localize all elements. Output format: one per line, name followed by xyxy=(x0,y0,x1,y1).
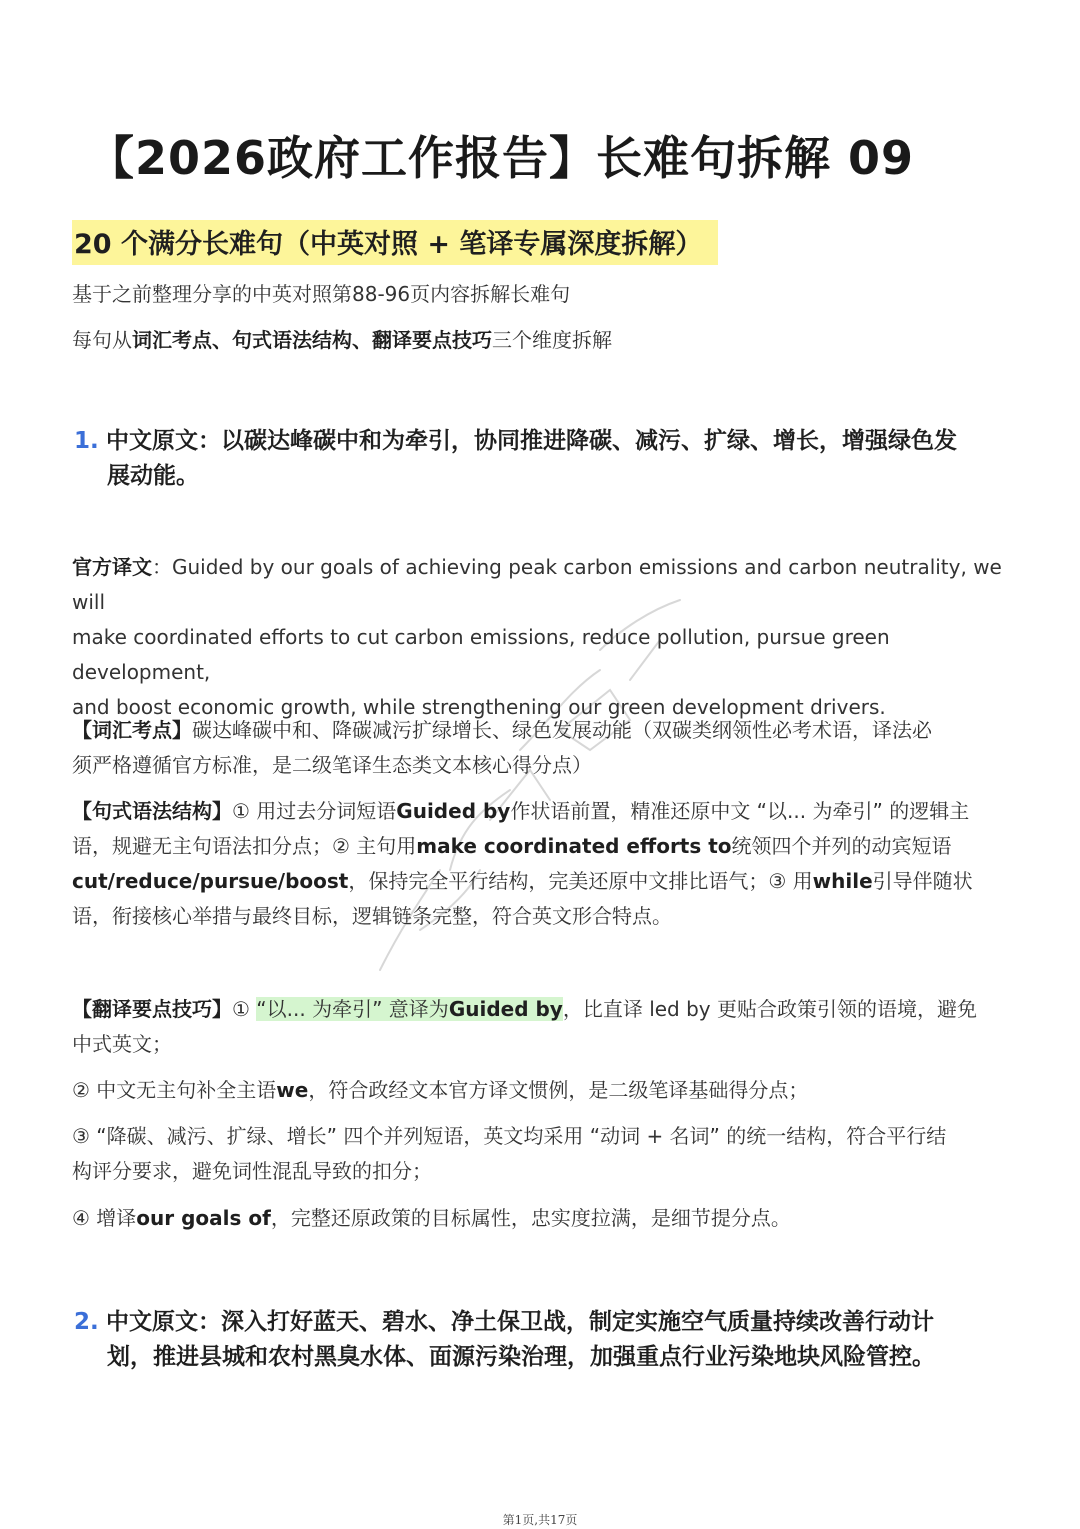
item-number: 1. xyxy=(74,428,99,454)
intro-line-2: 每句从词汇考点、句式语法结构、翻译要点技巧三个维度拆解 xyxy=(72,328,612,352)
item-2-chinese-original: 2. 中文原文：深入打好蓝天、碧水、净土保卫战，制定实施空气质量持续改善行动计 划，推进县城和农村黑臭水体、面源污染治理，加强重点行业污染地块风险管控。 xyxy=(74,1305,1034,1375)
page-subtitle: 20 个满分长难句（中英对照 + 笔译专属深度拆解） xyxy=(72,220,718,265)
item-1-tip-4: ④ 增译our goals of，完整还原政策的目标属性，忠实度拉满，是细节提分点。 xyxy=(72,1206,791,1230)
item-number: 2. xyxy=(74,1309,99,1335)
page-title: 【2026政府工作报告】长难句拆解 09 xyxy=(88,131,915,185)
intro-line-1: 基于之前整理分享的中英对照第88-96页内容拆解长难句 xyxy=(72,282,571,306)
item-1-tip-3: ③ “降碳、减污、扩绿、增长” 四个并列短语，英文均采用 “动词 + 名词” 的统一结构，符合平行结 构评分要求，避免词性混乱导致的扣分； xyxy=(72,1124,947,1183)
item-1-tip-2: ② 中文无主句补全主语we，符合政经文本官方译文惯例，是二级笔译基础得分点； xyxy=(72,1078,809,1102)
page-footer: 第1页,共17页 xyxy=(502,1513,578,1527)
item-1-chinese-original: 1. 中文原文：以碳达峰碳中和为牵引，协同推进降碳、减污、扩绿、增长，增强绿色发 展动能。 xyxy=(74,424,1034,494)
item-1-grammar: 【句式语法结构】① 用过去分词短语Guided by作状语前置，精准还原中文 “以... 为牵引” 的逻辑主 语，规避无主句语法扣分点；② 主句用make coordinated efforts to统领四个并列的动宾短语 cut/reduce/pursue/boost，保持完全平行结构，完美还原中文排比语气；③ 用while引导伴随状 语，衔接核心举措与最终目标，逻辑链条完整，符合英文形合特点。 xyxy=(72,799,973,928)
highlight: “以... 为牵引” 意译为Guided by xyxy=(256,997,563,1021)
item-1-official-translation: 官方译文：Guided by our goals of achieving peak carbon emissions and carbon neutrality, we will make coordinated efforts to cut carbon emissions, reduce pollution, pursue green development, and boost economic growth, while strengthening our green development drivers. xyxy=(72,555,1002,719)
item-1-translation-tips: 【翻译要点技巧】① “以... 为牵引” 意译为Guided by，比直译 led by 更贴合政策引领的语境，避免 中式英文； xyxy=(72,997,978,1056)
item-1-vocabulary: 【词汇考点】碳达峰碳中和、降碳减污扩绿增长、绿色发展动能（双碳类纲领性必考术语，译法必 须严格遵循官方标准，是二级笔译生态类文本核心得分点） xyxy=(72,718,932,777)
